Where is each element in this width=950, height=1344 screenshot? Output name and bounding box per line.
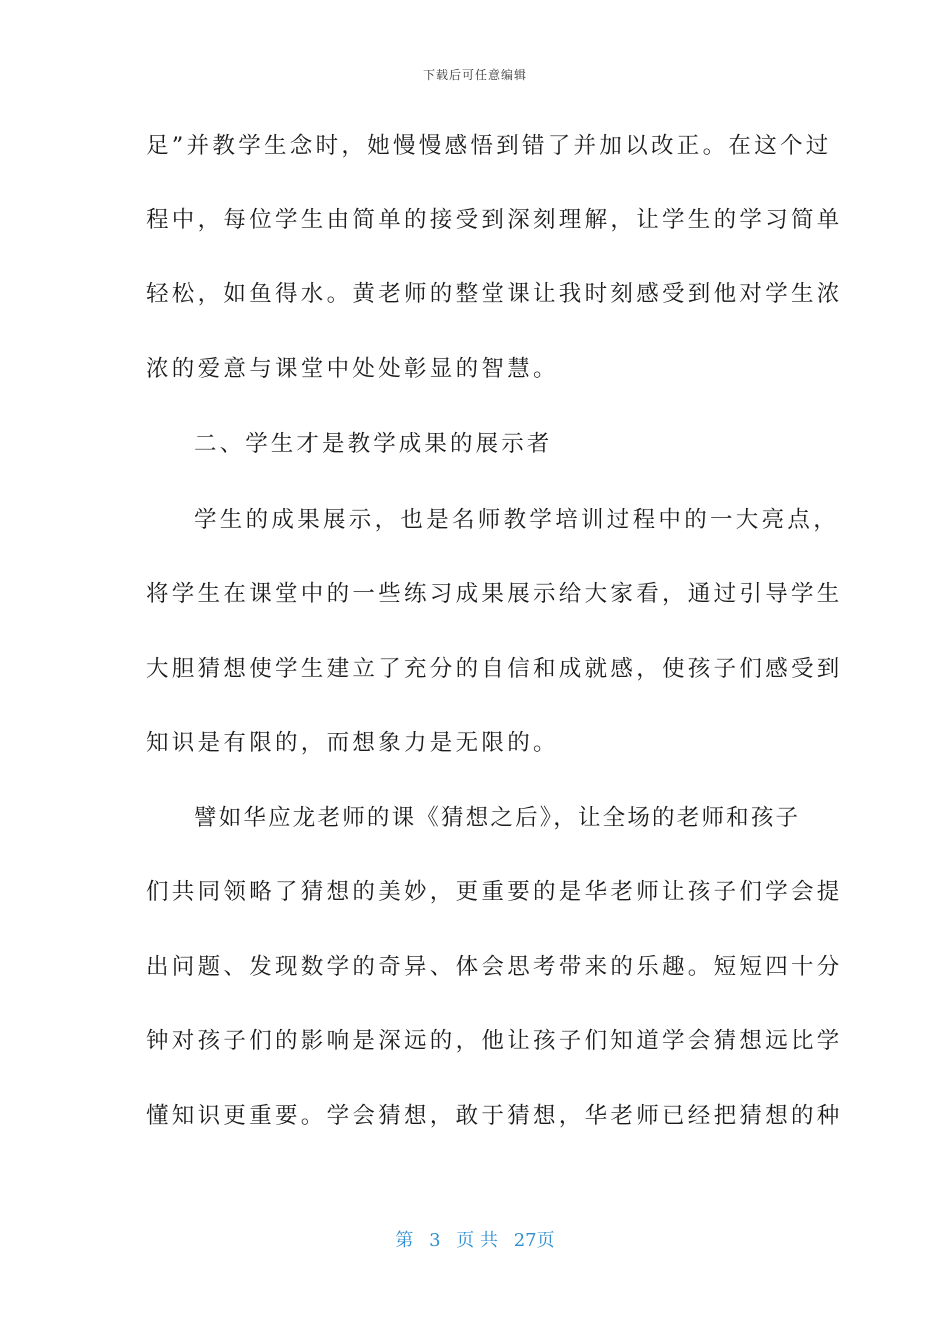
text-line: 知识是有限的，而想象力是无限的。	[146, 730, 559, 756]
text-line: 懂知识更重要。学会猜想，敢于猜想，华老师已经把猜想的种	[146, 1103, 843, 1129]
footer-prefix: 第	[395, 1230, 414, 1251]
page-footer	[0, 1226, 950, 1252]
text-line: 浓的爱意与课堂中处处彰显的智慧。	[146, 356, 559, 382]
text-line: 譬如华应龙老师的课《猜想之后》，让全场的老师和孩子	[194, 805, 801, 831]
page-header-note: 下载后可任意编辑	[422, 68, 527, 82]
text-line: 们共同领略了猜想的美妙，更重要的是华老师让孩子们学会提	[146, 879, 843, 905]
section-heading: 二、学生才是教学成果的展示者	[194, 431, 553, 457]
text-line: 程中，每位学生由简单的接受到深刻理解，让学生的学习简单	[146, 207, 843, 233]
text-line: 将学生在课堂中的一些练习成果展示给大家看，通过引导学生	[146, 581, 843, 607]
footer-total-pages: 27页	[513, 1230, 555, 1251]
footer-current-page: 3	[429, 1230, 441, 1251]
text-line: 大胆猜想使学生建立了充分的自信和成就感，使孩子们感受到	[146, 656, 843, 682]
text-line: 钟对孩子们的影响是深远的，他让孩子们知道学会猜想远比学	[146, 1028, 843, 1054]
text-line: 轻松，如鱼得水。黄老师的整堂课让我时刻感受到他对学生浓	[146, 281, 843, 307]
text-line: 出问题、发现数学的奇异、体会思考带来的乐趣。短短四十分	[146, 954, 843, 980]
text-line: 学生的成果展示，也是名师教学培训过程中的一大亮点，	[194, 507, 840, 533]
text-line: 足”并教学生念时，她慢慢感悟到错了并加以改正。在这个过	[146, 133, 832, 159]
footer-middle: 页 共	[456, 1230, 498, 1251]
